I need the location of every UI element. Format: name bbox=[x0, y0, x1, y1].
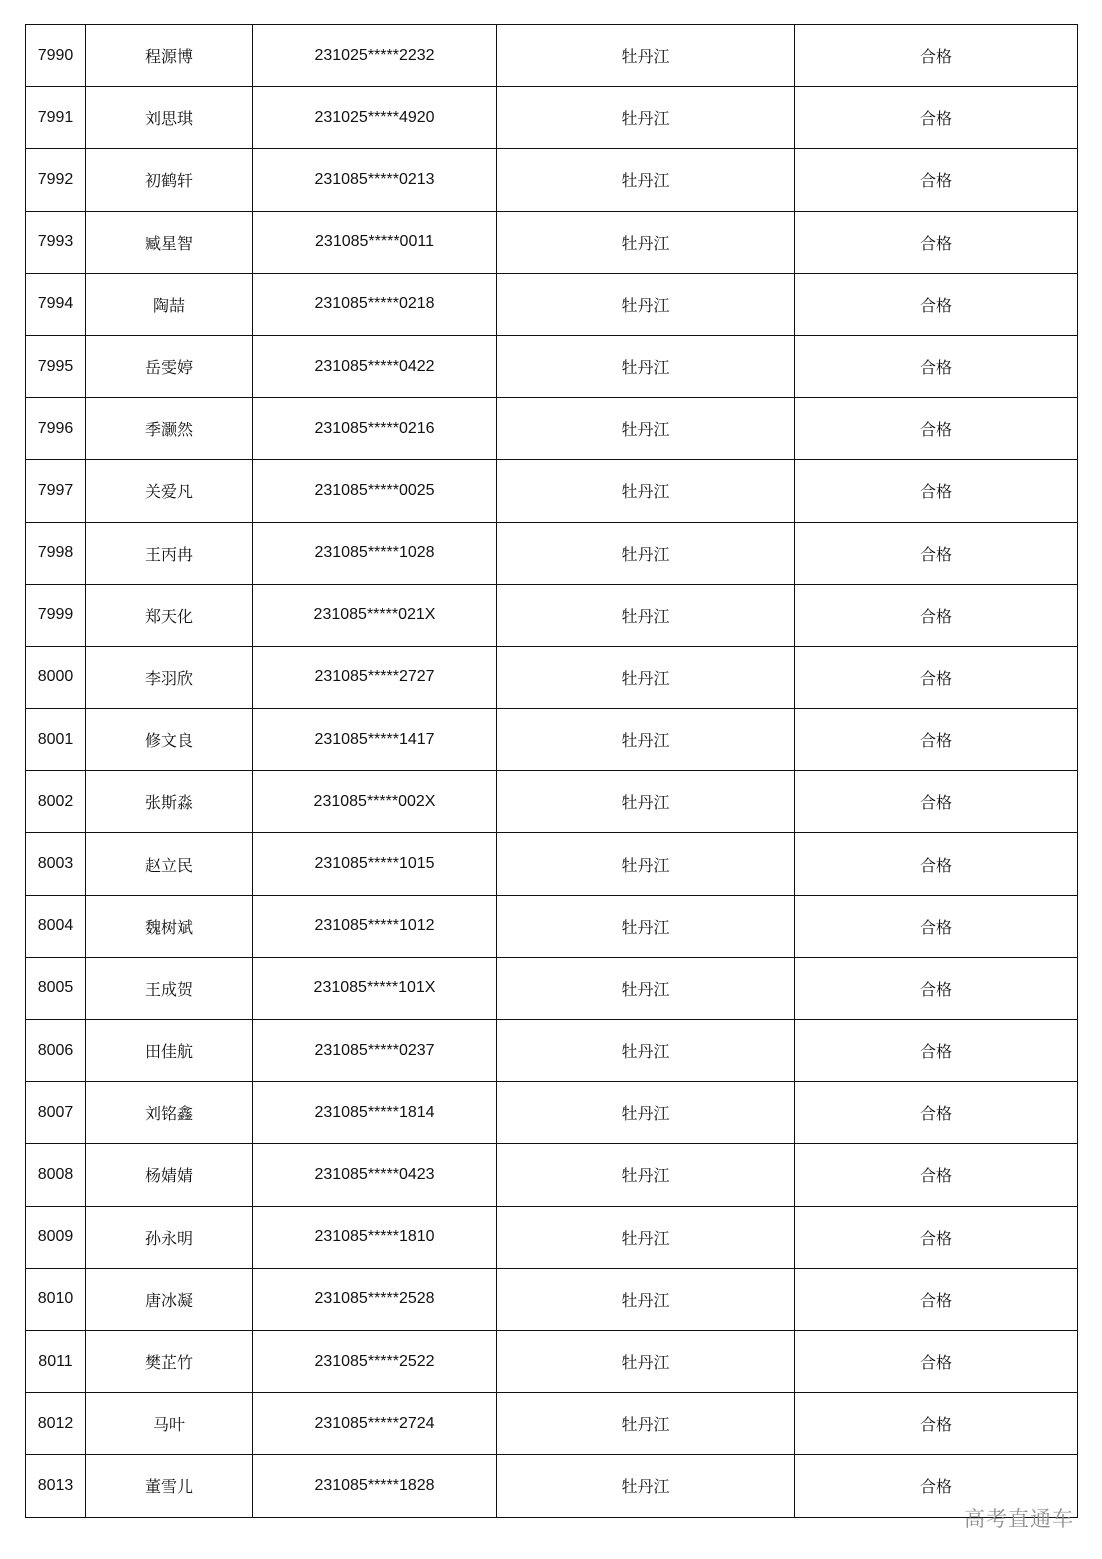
result-cell: 合格 bbox=[795, 460, 1078, 522]
serial-number-cell: 7998 bbox=[26, 522, 86, 584]
serial-number-cell: 8005 bbox=[26, 957, 86, 1019]
city-cell: 牡丹江 bbox=[497, 1455, 795, 1517]
serial-number-cell: 8003 bbox=[26, 833, 86, 895]
city-cell: 牡丹江 bbox=[497, 1330, 795, 1392]
serial-number-cell: 8013 bbox=[26, 1455, 86, 1517]
result-cell: 合格 bbox=[795, 771, 1078, 833]
result-cell: 合格 bbox=[795, 398, 1078, 460]
table-row bbox=[26, 87, 1078, 149]
serial-number-cell: 7992 bbox=[26, 149, 86, 211]
name-cell: 唐冰凝 bbox=[86, 1268, 253, 1330]
serial-number-cell: 8009 bbox=[26, 1206, 86, 1268]
serial-number-cell: 8007 bbox=[26, 1082, 86, 1144]
name-cell: 刘思琪 bbox=[86, 87, 253, 149]
serial-number-cell: 7991 bbox=[26, 87, 86, 149]
serial-number-cell: 8000 bbox=[26, 646, 86, 708]
city-cell: 牡丹江 bbox=[497, 833, 795, 895]
serial-number-cell: 7999 bbox=[26, 584, 86, 646]
city-cell: 牡丹江 bbox=[497, 211, 795, 273]
name-cell: 程源博 bbox=[86, 25, 253, 87]
result-cell: 合格 bbox=[795, 646, 1078, 708]
table-row bbox=[26, 1393, 1078, 1455]
id-number-cell: 231085*****1028 bbox=[253, 522, 497, 584]
id-number-cell: 231085*****0213 bbox=[253, 149, 497, 211]
serial-number-cell: 8002 bbox=[26, 771, 86, 833]
table-row bbox=[26, 709, 1078, 771]
id-number-cell: 231085*****0422 bbox=[253, 335, 497, 397]
table-row bbox=[26, 957, 1078, 1019]
city-cell: 牡丹江 bbox=[497, 522, 795, 584]
result-cell: 合格 bbox=[795, 833, 1078, 895]
city-cell: 牡丹江 bbox=[497, 25, 795, 87]
table-row bbox=[26, 273, 1078, 335]
city-cell: 牡丹江 bbox=[497, 335, 795, 397]
results-sheet bbox=[25, 24, 1077, 1518]
city-cell: 牡丹江 bbox=[497, 273, 795, 335]
id-number-cell: 231085*****1417 bbox=[253, 709, 497, 771]
id-number-cell: 231085*****002X bbox=[253, 771, 497, 833]
result-cell: 合格 bbox=[795, 1393, 1078, 1455]
name-cell: 杨婧婧 bbox=[86, 1144, 253, 1206]
city-cell: 牡丹江 bbox=[497, 87, 795, 149]
table-row bbox=[26, 1082, 1078, 1144]
results-table bbox=[25, 24, 1078, 1518]
table-row bbox=[26, 149, 1078, 211]
table-row bbox=[26, 335, 1078, 397]
name-cell: 郑天化 bbox=[86, 584, 253, 646]
id-number-cell: 231085*****0218 bbox=[253, 273, 497, 335]
result-cell: 合格 bbox=[795, 1330, 1078, 1392]
name-cell: 田佳航 bbox=[86, 1020, 253, 1082]
result-cell: 合格 bbox=[795, 1144, 1078, 1206]
id-number-cell: 231085*****1810 bbox=[253, 1206, 497, 1268]
name-cell: 臧星智 bbox=[86, 211, 253, 273]
city-cell: 牡丹江 bbox=[497, 1268, 795, 1330]
result-cell: 合格 bbox=[795, 273, 1078, 335]
name-cell: 关爱凡 bbox=[86, 460, 253, 522]
table-row bbox=[26, 833, 1078, 895]
result-cell: 合格 bbox=[795, 1206, 1078, 1268]
city-cell: 牡丹江 bbox=[497, 771, 795, 833]
name-cell: 修文良 bbox=[86, 709, 253, 771]
table-row bbox=[26, 398, 1078, 460]
serial-number-cell: 7997 bbox=[26, 460, 86, 522]
name-cell: 张斯淼 bbox=[86, 771, 253, 833]
name-cell: 陶喆 bbox=[86, 273, 253, 335]
id-number-cell: 231085*****2522 bbox=[253, 1330, 497, 1392]
city-cell: 牡丹江 bbox=[497, 1020, 795, 1082]
id-number-cell: 231085*****0011 bbox=[253, 211, 497, 273]
name-cell: 马叶 bbox=[86, 1393, 253, 1455]
serial-number-cell: 7990 bbox=[26, 25, 86, 87]
city-cell: 牡丹江 bbox=[497, 1393, 795, 1455]
result-cell: 合格 bbox=[795, 1455, 1078, 1517]
serial-number-cell: 8008 bbox=[26, 1144, 86, 1206]
name-cell: 刘铭鑫 bbox=[86, 1082, 253, 1144]
name-cell: 王成贺 bbox=[86, 957, 253, 1019]
table-row bbox=[26, 895, 1078, 957]
table-row bbox=[26, 460, 1078, 522]
city-cell: 牡丹江 bbox=[497, 957, 795, 1019]
id-number-cell: 231085*****021X bbox=[253, 584, 497, 646]
result-cell: 合格 bbox=[795, 1082, 1078, 1144]
table-row bbox=[26, 584, 1078, 646]
name-cell: 魏树斌 bbox=[86, 895, 253, 957]
table-row bbox=[26, 1144, 1078, 1206]
name-cell: 孙永明 bbox=[86, 1206, 253, 1268]
city-cell: 牡丹江 bbox=[497, 584, 795, 646]
id-number-cell: 231085*****2724 bbox=[253, 1393, 497, 1455]
id-number-cell: 231085*****2727 bbox=[253, 646, 497, 708]
id-number-cell: 231085*****2528 bbox=[253, 1268, 497, 1330]
table-row bbox=[26, 1020, 1078, 1082]
result-cell: 合格 bbox=[795, 149, 1078, 211]
result-cell: 合格 bbox=[795, 87, 1078, 149]
name-cell: 岳雯婷 bbox=[86, 335, 253, 397]
result-cell: 合格 bbox=[795, 211, 1078, 273]
serial-number-cell: 7996 bbox=[26, 398, 86, 460]
serial-number-cell: 8004 bbox=[26, 895, 86, 957]
name-cell: 董雪儿 bbox=[86, 1455, 253, 1517]
table-row bbox=[26, 25, 1078, 87]
result-cell: 合格 bbox=[795, 25, 1078, 87]
id-number-cell: 231085*****0025 bbox=[253, 460, 497, 522]
id-number-cell: 231085*****0423 bbox=[253, 1144, 497, 1206]
table-row bbox=[26, 1455, 1078, 1517]
name-cell: 季灏然 bbox=[86, 398, 253, 460]
id-number-cell: 231025*****2232 bbox=[253, 25, 497, 87]
id-number-cell: 231085*****1828 bbox=[253, 1455, 497, 1517]
id-number-cell: 231085*****0237 bbox=[253, 1020, 497, 1082]
result-cell: 合格 bbox=[795, 1268, 1078, 1330]
serial-number-cell: 8006 bbox=[26, 1020, 86, 1082]
city-cell: 牡丹江 bbox=[497, 1082, 795, 1144]
result-cell: 合格 bbox=[795, 709, 1078, 771]
name-cell: 王丙冉 bbox=[86, 522, 253, 584]
table-row bbox=[26, 522, 1078, 584]
watermark-text: 高考直通车 bbox=[964, 1507, 1074, 1531]
id-number-cell: 231085*****1814 bbox=[253, 1082, 497, 1144]
city-cell: 牡丹江 bbox=[497, 149, 795, 211]
name-cell: 赵立民 bbox=[86, 833, 253, 895]
result-cell: 合格 bbox=[795, 1020, 1078, 1082]
city-cell: 牡丹江 bbox=[497, 1144, 795, 1206]
result-cell: 合格 bbox=[795, 335, 1078, 397]
city-cell: 牡丹江 bbox=[497, 895, 795, 957]
result-cell: 合格 bbox=[795, 895, 1078, 957]
city-cell: 牡丹江 bbox=[497, 398, 795, 460]
city-cell: 牡丹江 bbox=[497, 646, 795, 708]
name-cell: 初鹤轩 bbox=[86, 149, 253, 211]
id-number-cell: 231085*****101X bbox=[253, 957, 497, 1019]
table-row bbox=[26, 1206, 1078, 1268]
table-row bbox=[26, 211, 1078, 273]
id-number-cell: 231085*****1015 bbox=[253, 833, 497, 895]
table-row bbox=[26, 646, 1078, 708]
serial-number-cell: 7995 bbox=[26, 335, 86, 397]
table-row bbox=[26, 771, 1078, 833]
id-number-cell: 231085*****0216 bbox=[253, 398, 497, 460]
serial-number-cell: 8012 bbox=[26, 1393, 86, 1455]
city-cell: 牡丹江 bbox=[497, 1206, 795, 1268]
serial-number-cell: 7994 bbox=[26, 273, 86, 335]
serial-number-cell: 7993 bbox=[26, 211, 86, 273]
table-body bbox=[26, 25, 1078, 1518]
table-row bbox=[26, 1268, 1078, 1330]
city-cell: 牡丹江 bbox=[497, 709, 795, 771]
name-cell: 李羽欣 bbox=[86, 646, 253, 708]
serial-number-cell: 8001 bbox=[26, 709, 86, 771]
name-cell: 樊芷竹 bbox=[86, 1330, 253, 1392]
serial-number-cell: 8011 bbox=[26, 1330, 86, 1392]
result-cell: 合格 bbox=[795, 957, 1078, 1019]
id-number-cell: 231025*****4920 bbox=[253, 87, 497, 149]
serial-number-cell: 8010 bbox=[26, 1268, 86, 1330]
city-cell: 牡丹江 bbox=[497, 460, 795, 522]
result-cell: 合格 bbox=[795, 584, 1078, 646]
table-row bbox=[26, 1330, 1078, 1392]
id-number-cell: 231085*****1012 bbox=[253, 895, 497, 957]
result-cell: 合格 bbox=[795, 522, 1078, 584]
